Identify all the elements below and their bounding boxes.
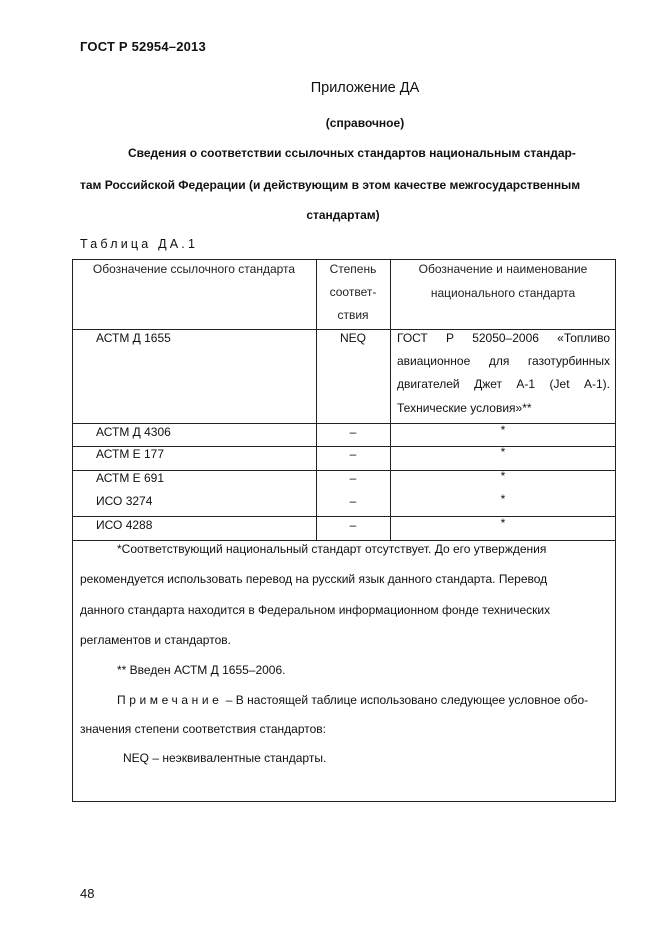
appendix-heading-line-2: там Российской Федерации (и действующим в этом качестве межгосударственным (80, 178, 581, 192)
appendix-heading-line-3: стандартам) (306, 208, 380, 222)
conformity-degree: – (349, 425, 357, 439)
national-standard: * (500, 469, 506, 483)
national-standard-line-1: ГОСТ Р 52050–2006 «Топливо (397, 331, 610, 345)
national-standard: * (500, 492, 506, 506)
footnote-divider (72, 540, 616, 541)
conformity-degree: – (349, 494, 357, 508)
header-col-standard-line-2: национального стандарта (430, 286, 576, 300)
note-line-2: значения степени соответствия стандартов: (80, 722, 326, 736)
page-number: 48 (80, 886, 95, 901)
conformity-degree: – (349, 447, 357, 461)
footnote-star-line-4: регламентов и стандартов. (80, 633, 231, 647)
header-col-degree-line-2: соответ- (329, 285, 377, 299)
national-standard-line-4: Технические условия»** (397, 401, 532, 415)
footnote-star-line-3: данного стандарта находится в Федеральном информационном фонде технических (80, 603, 551, 617)
national-standard: * (500, 516, 506, 530)
conformity-degree: – (349, 518, 357, 532)
reference-code: АСТМ Д 1655 (96, 331, 171, 345)
reference-code: ИСО 4288 (96, 518, 153, 532)
national-standard-line-3: двигателей Джет А-1 (Jet А-1). (397, 377, 610, 391)
appendix-heading-line-1: Сведения о соответствии ссылочных стандартов национальным стандар- (128, 146, 576, 160)
appendix-title: Приложение ДА (310, 80, 420, 96)
national-standard-line-2: авиационное для газотурбинных (397, 354, 610, 368)
neq-definition: NEQ – неэквивалентные стандарты. (123, 751, 327, 765)
footnote-star-line-1: *Соответствующий национальный стандарт отсутствует. До его утверждения (117, 542, 547, 556)
conformity-degree: NEQ (339, 331, 366, 345)
header-col-degree-line-3: ствия (337, 308, 369, 322)
appendix-subtitle: (справочное) (325, 116, 405, 130)
reference-code: ИСО 3274 (96, 494, 153, 508)
header-col-standard-line-1: Обозначение и наименование (418, 262, 588, 276)
header-col-code: Обозначение ссылочного стандарта (92, 262, 296, 276)
conformity-degree: – (349, 471, 357, 485)
note-text: – В настоящей таблице использовано следующее условное обо- (222, 693, 589, 707)
footnote-double-star: ** Введен АСТМ Д 1655–2006. (117, 663, 286, 677)
reference-code: АСТМ Е 691 (96, 471, 165, 485)
note-line-1 (117, 693, 588, 707)
header-col-degree-line-1: Степень (329, 262, 377, 276)
national-standard: * (500, 445, 506, 459)
table-caption: Таблица ДА.1 (80, 237, 199, 251)
reference-code: АСТМ Д 4306 (96, 425, 171, 439)
document-code: ГОСТ Р 52954–2013 (80, 39, 206, 54)
note-label: Примечание (117, 693, 223, 707)
reference-code: АСТМ Е 177 (96, 447, 165, 461)
footnote-star-line-2: рекомендуется использовать перевод на русский язык данного стандарта. Перевод (80, 572, 548, 586)
national-standard: * (500, 423, 506, 437)
